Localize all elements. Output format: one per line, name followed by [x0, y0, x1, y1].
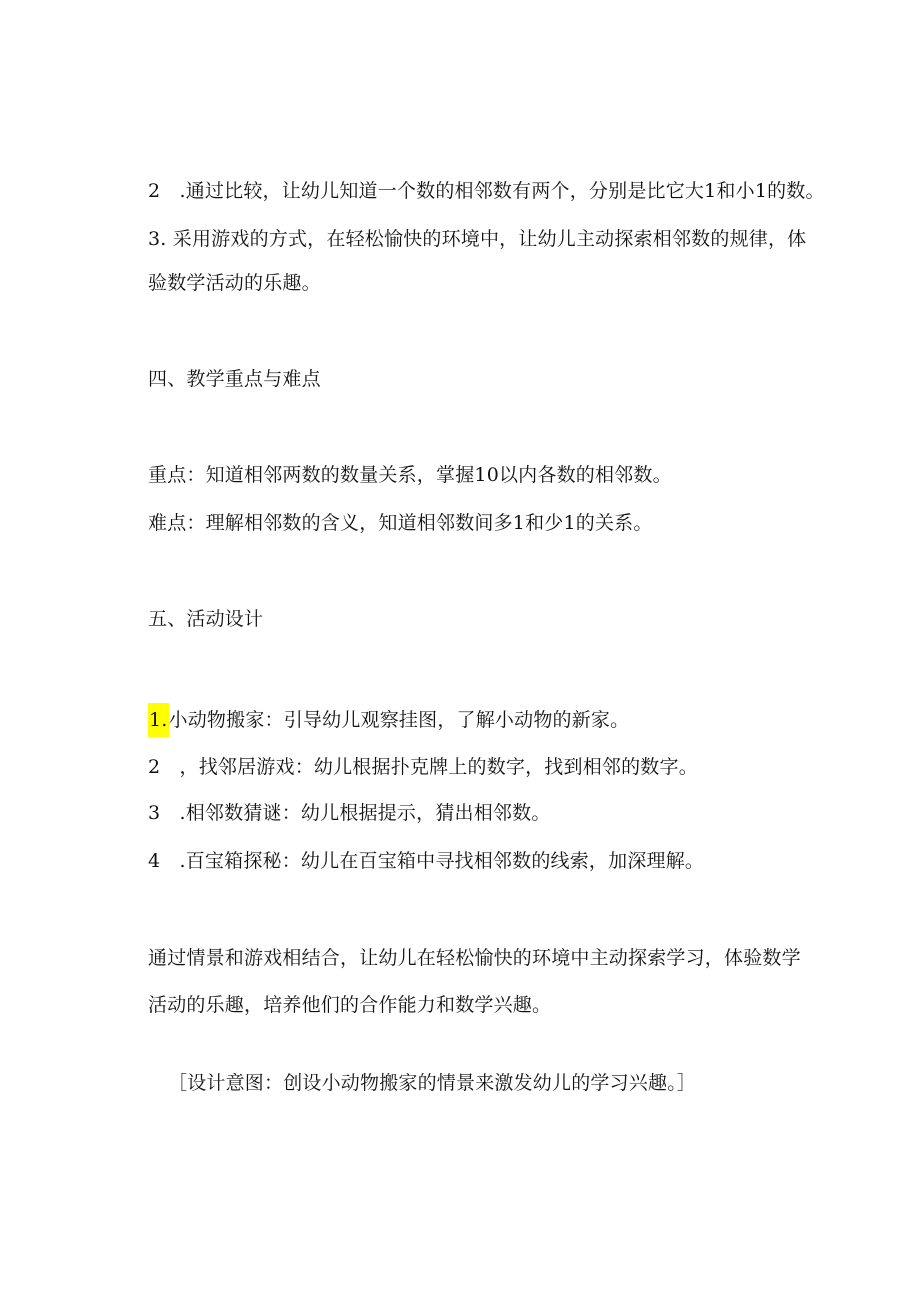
goal-item-2: 2 .通过比较，让幼儿知道一个数的相邻数有两个，分别是比它大1和小1的数。	[148, 180, 825, 202]
design-intent-note: ［设计意图：创设小动物搬家的情景来激发幼儿的学习兴趣。］	[168, 1072, 697, 1094]
summary-line-2: 活动的乐趣，培养他们的合作能力和数学兴趣。	[148, 994, 552, 1016]
activity-item-4: 4 .百宝箱探秘：幼儿在百宝箱中寻找相邻数的线索，加深理解。	[148, 850, 705, 872]
difficulty-text: 难点：理解相邻数的含义，知道相邻数间多1和少1的关系。	[148, 512, 653, 534]
activity-item-3: 3 .相邻数猜谜：幼儿根据提示，猜出相邻数。	[148, 802, 551, 824]
activity-item-1	[148, 703, 629, 737]
goal-item-3-line-1: 3. 采用游戏的方式，在轻松愉快的环境中，让幼儿主动探索相邻数的规律，体	[148, 228, 807, 250]
section-4-heading: 四、教学重点与难点	[148, 368, 321, 390]
highlighted-number: 1.	[148, 703, 169, 737]
goal-item-3-line-2: 验数学活动的乐趣。	[148, 272, 321, 294]
key-point-text: 重点：知道相邻两数的数量关系，掌握10以内各数的相邻数。	[148, 464, 672, 486]
activity-item-1-text: 小动物搬家：引导幼儿观察挂图，了解小动物的新家。	[168, 709, 630, 731]
activity-item-2: 2 ，找邻居游戏：幼儿根据扑克牌上的数字，找到相邻的数字。	[148, 756, 698, 778]
summary-line-1: 通过情景和游戏相结合，让幼儿在轻松愉快的环境中主动探索学习，体验数学	[148, 947, 801, 969]
section-5-heading: 五、活动设计	[148, 608, 264, 630]
